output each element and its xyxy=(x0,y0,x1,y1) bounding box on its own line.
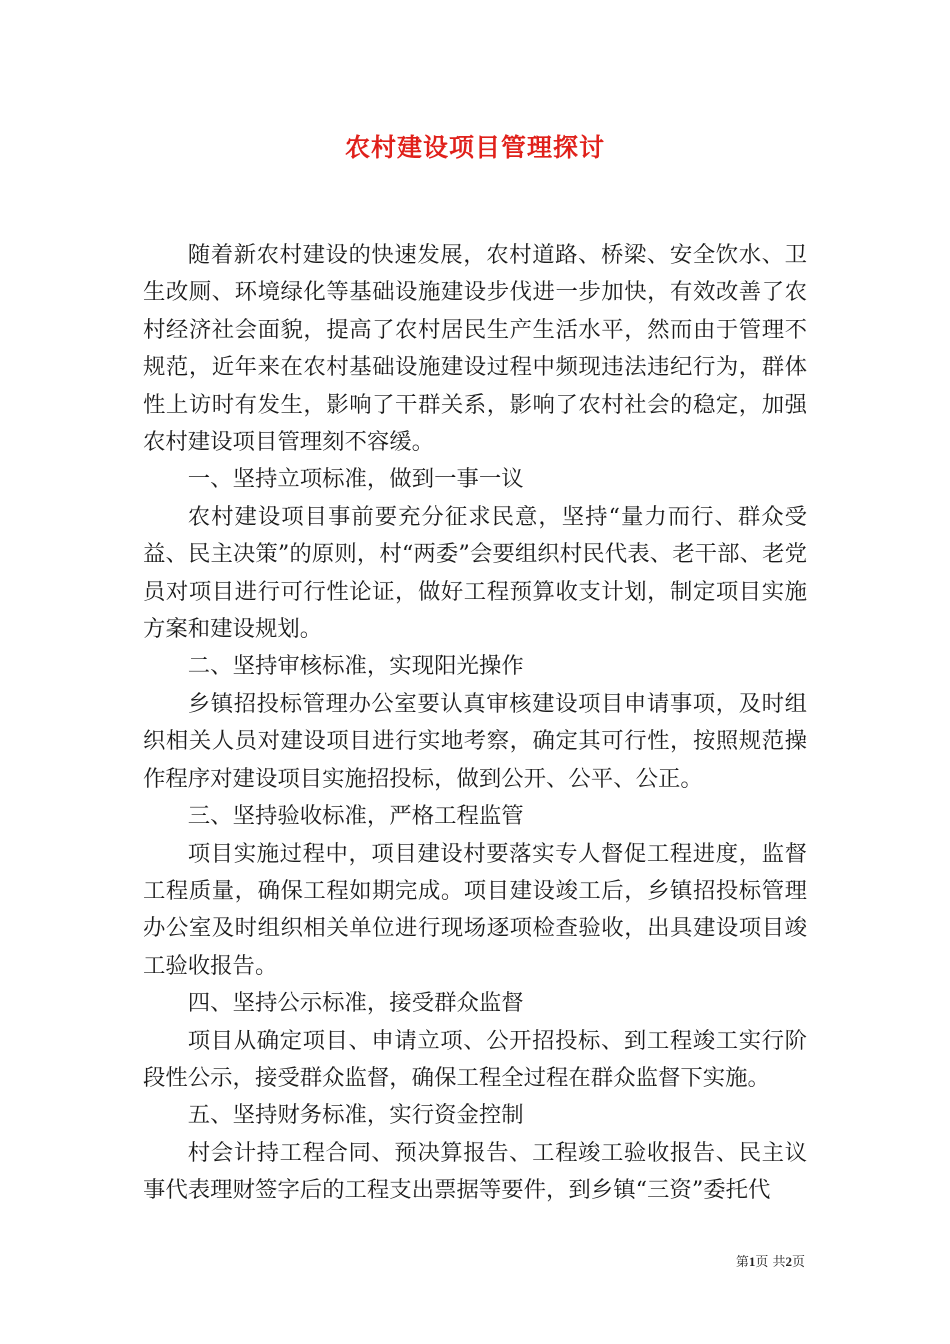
section-paragraph-1: 农村建设项目事前要充分征求民意，坚持“量力而行、群众受益、民主决策”的原则，村“两委”会要组织村民代表、老干部、老党员对项目进行可行性论证，做好工程预算收支计划，制定项目实施方案和建设规划。 xyxy=(143,503,807,643)
document-title: 农村建设项目管理探讨 xyxy=(344,133,605,162)
section-heading-3: 三、坚持验收标准，严格工程监管 xyxy=(187,803,524,830)
page-number-footer xyxy=(736,1251,805,1270)
section-paragraph-3: 项目实施过程中，项目建设村要落实专人督促工程进度，监督工程质量，确保工程如期完成。项目建设竣工后，乡镇招投标管理办公室及时组织相关单位进行现场逐项检查验收，出具建设项目竣工验收报告。 xyxy=(143,840,807,979)
intro-paragraph: 随着新农村建设的快速发展，农村道路、桥梁、安全饮水、卫生改厕、环境绿化等基础设施建设步伐进一步加快，有效改善了农村经济社会面貌，提高了农村居民生产生活水平，然而由于管理不规范，近年来在农村基础设施建设过程中频现违法违纪行为，群体性上访时有发生，影响了干群关系，影响了农村社会的稳定，加强农村建设项目管理刻不容缓。 xyxy=(143,242,807,456)
footer-prefix: 第 xyxy=(735,1255,749,1270)
footer-middle: 页 共 xyxy=(755,1255,786,1270)
section-heading-2: 二、坚持审核标准，实现阳光操作 xyxy=(187,653,524,680)
section-heading-4: 四、坚持公示标准，接受群众监督 xyxy=(187,990,524,1017)
section-heading-1: 一、坚持立项标准，做到一事一议 xyxy=(187,466,524,493)
section-paragraph-5: 村会计持工程合同、预决算报告、工程竣工验收报告、民主议事代表理财签字后的工程支出票据等要件，到乡镇“三资”委托代 xyxy=(143,1139,807,1204)
current-page-number: 1 xyxy=(748,1254,756,1269)
section-heading-5: 五、坚持财务标准，实行资金控制 xyxy=(187,1102,524,1129)
footer-suffix: 页 xyxy=(791,1255,805,1270)
section-paragraph-4: 项目从确定项目、申请立项、公开招投标、到工程竣工实行阶段性公示，接受群众监督，确保工程全过程在群众监督下实施。 xyxy=(143,1027,807,1091)
total-page-count: 2 xyxy=(785,1254,792,1269)
document-body xyxy=(143,237,807,1210)
section-paragraph-2: 乡镇招投标管理办公室要认真审核建设项目申请事项，及时组织相关人员对建设项目进行实地考察，确定其可行性，按照规范操作程序对建设项目实施招投标，做到公开、公平、公正。 xyxy=(143,690,807,792)
